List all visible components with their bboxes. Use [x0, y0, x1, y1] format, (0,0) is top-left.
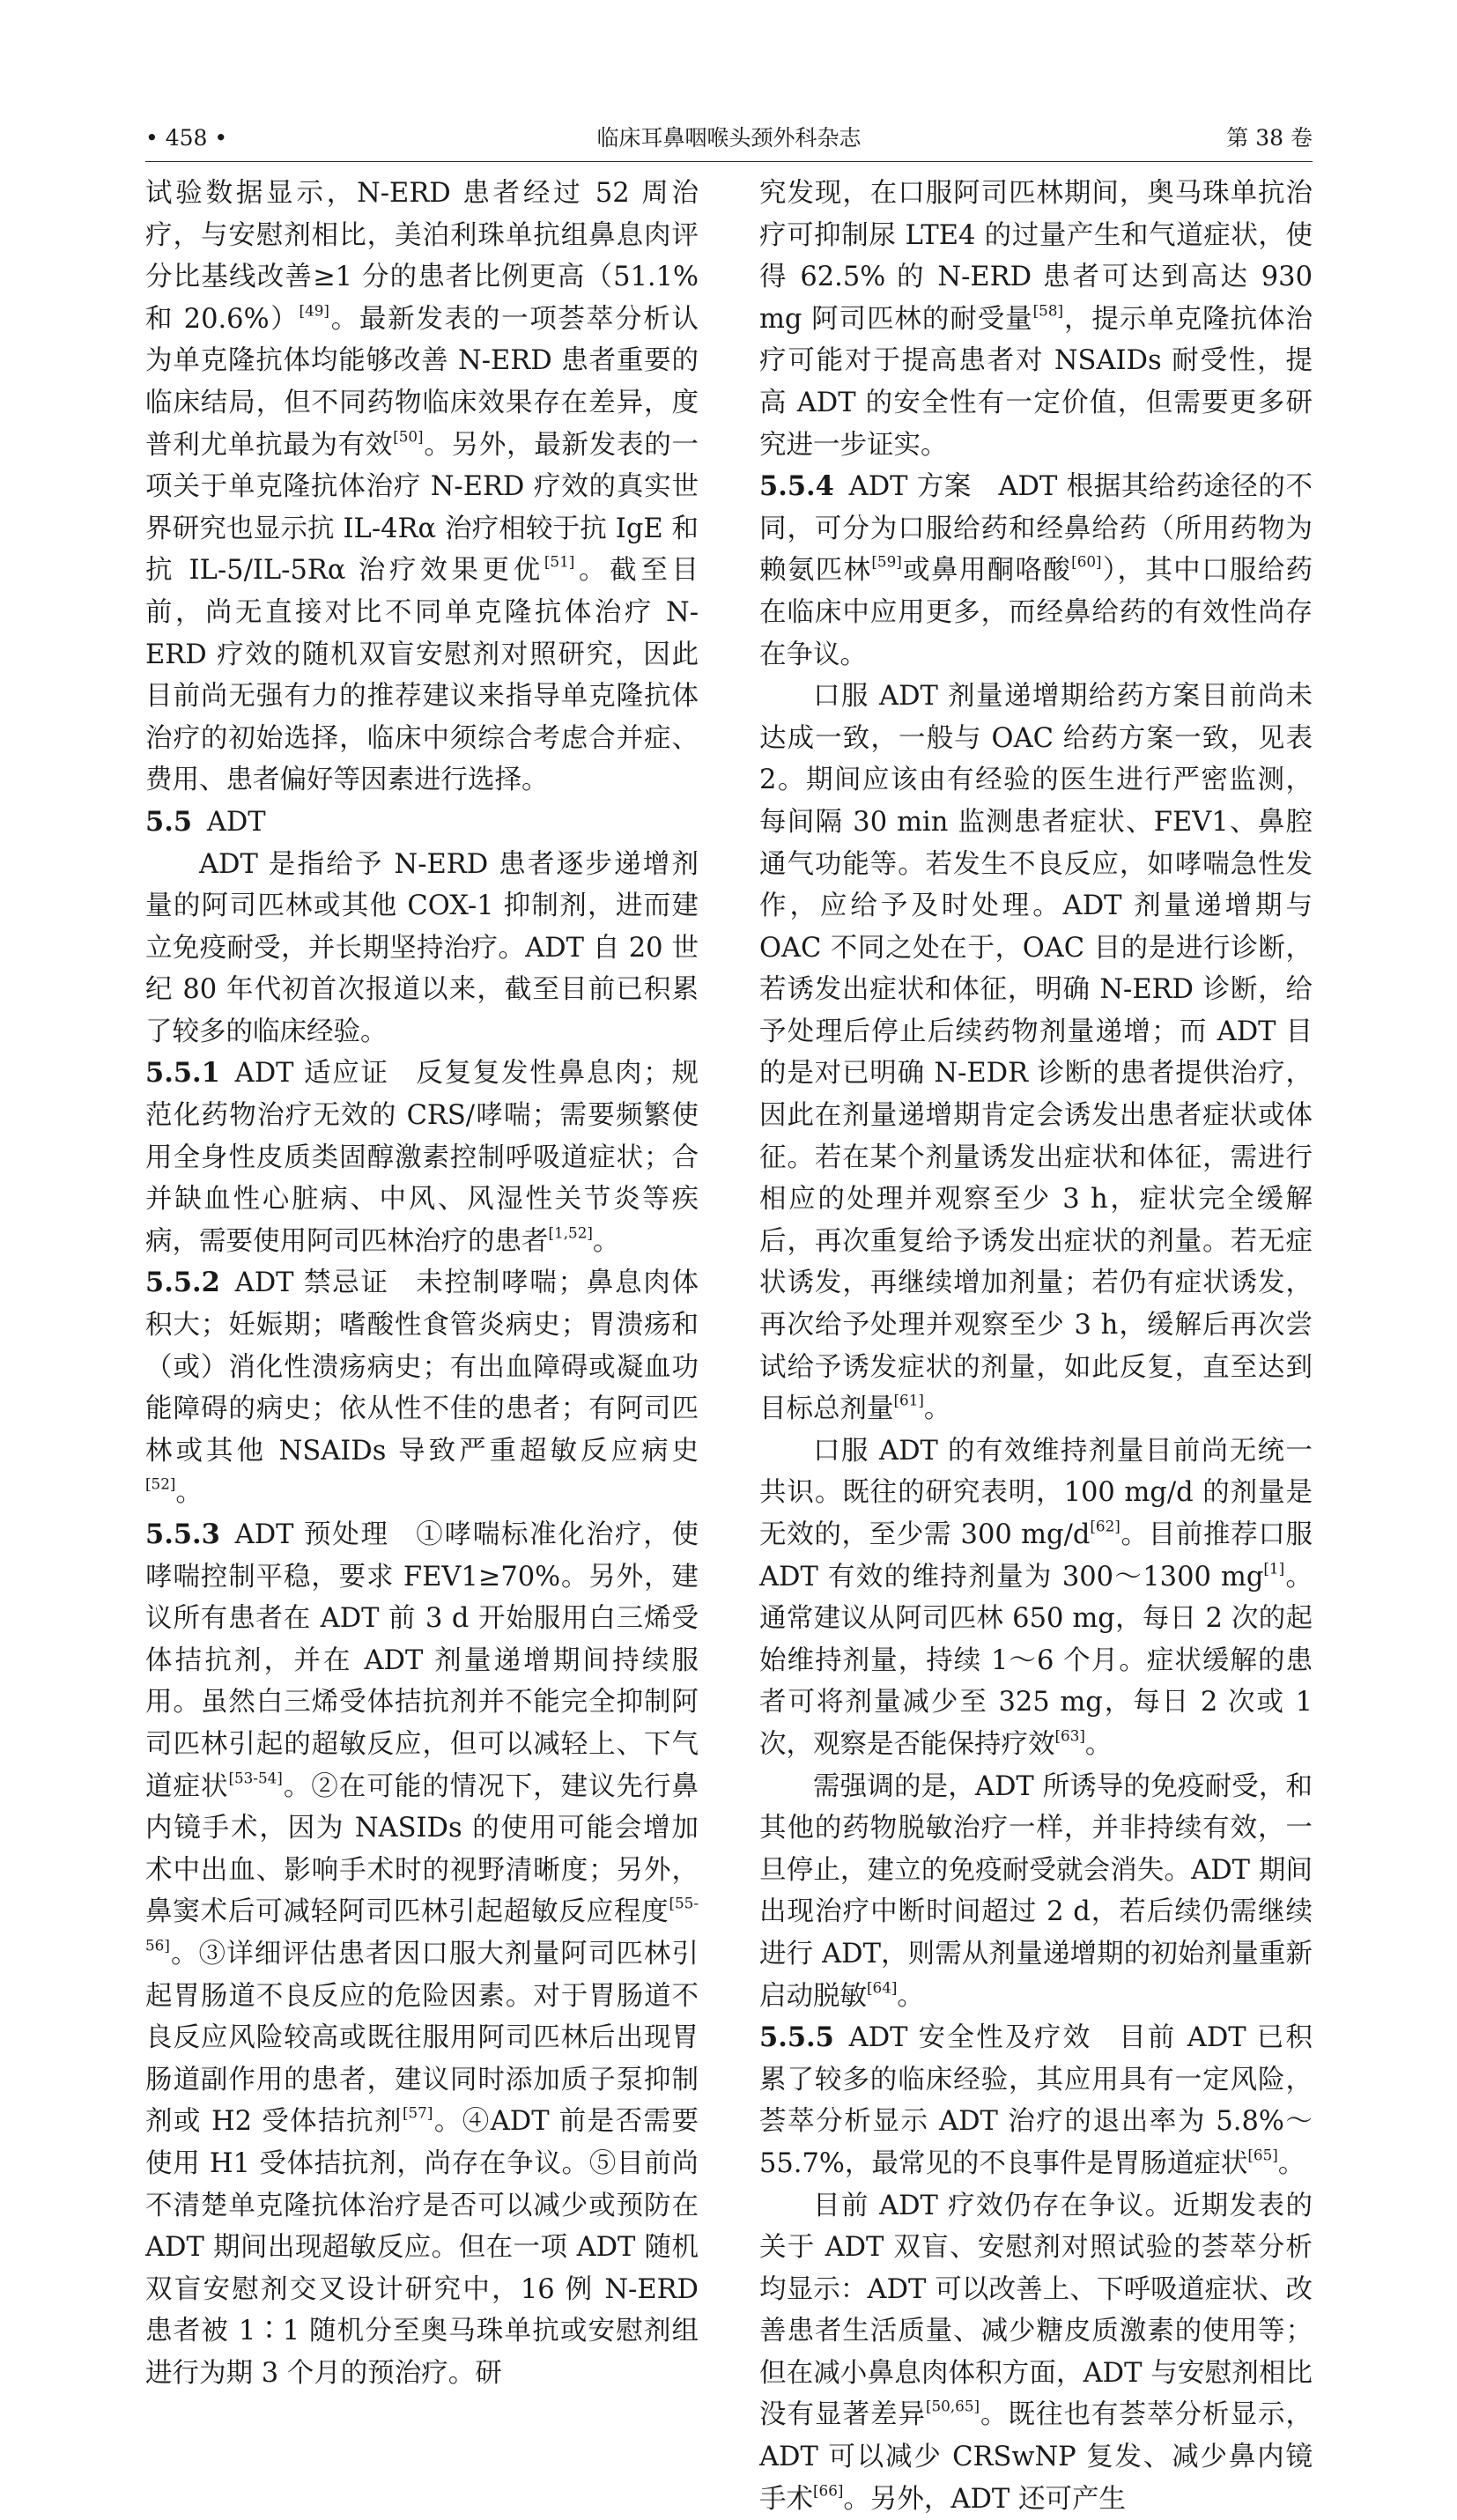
text: 。: [897, 1981, 924, 2012]
section-title: ADT 预处理: [235, 1519, 389, 1550]
left-column: [145, 173, 699, 2394]
citation: [1]: [1263, 1559, 1284, 1577]
paragraph: [759, 1430, 1313, 1766]
subsection: [145, 1514, 699, 2394]
citation: [52]: [145, 1475, 175, 1493]
text: 。: [924, 1393, 951, 1424]
volume-label: 第 38 卷: [1226, 119, 1313, 158]
running-header: [145, 119, 1313, 158]
citation: [63]: [1055, 1727, 1085, 1745]
text: 目前 ADT 疗效仍存在争议。近期发表的关于 ADT 双盲、安慰剂对照试验的荟萃分析均显示：ADT 可以改善上、下呼吸道症状、改善患者生活质量、减少糖皮质激素的使用等；但在减小鼻息肉体积方面，ADT 与安慰剂相比没有显著差异: [759, 2191, 1313, 2431]
text: 。另外，ADT 还可产生: [843, 2484, 1126, 2515]
citation: [66]: [813, 2481, 843, 2499]
section-number: 5.5.2: [145, 1267, 220, 1298]
text: 口服 ADT 剂量递增期给药方案目前尚未达成一致，一般与 OAC 给药方案一致，见表 2。期间应该由有经验的医生进行严密监测，每间隔 30 min 监测患者症状、FEV1、鼻腔通气功能等。若发生不良反应，如哮喘急性发作，应给予及时处理。ADT 剂量递增期与 OAC 不同之处在于，OAC 目的是进行诊断，若诱发出症状和体征，明确 N-ERD 诊断，给予处理后停止后续药物剂量递增；而 ADT 目的是对已明确 N-EDR 诊断的患者提供治疗，因此在剂量递增期肯定会诱发出患者症状或体征。若在某个剂量诱发出症状和体征，需进行相应的处理并观察至少 3 h，症状完全缓解后，再次重复给予诱发出症状的剂量。若无症状诱发，再继续增加剂量；若仍有症状诱发，再次给予处理并观察至少 3 h，缓解后再次尝试给予诱发症状的剂量，如此反复，直至达到目标总剂量: [759, 681, 1313, 1424]
citation: [62]: [1090, 1518, 1120, 1535]
text: 未控制哮喘；鼻息肉体积大；妊娠期；嗜酸性食管炎病史；胃溃疡和（或）消化性溃疡病史；有出血障碍或凝血功能障碍的病史；依从性不佳的患者；有阿司匹林或其他 NSAIDs 导致严重超敏反应病史: [145, 1267, 699, 1466]
text: 。: [1278, 2148, 1305, 2179]
citation: [50,65]: [926, 2398, 980, 2415]
paragraph: [759, 173, 1313, 466]
section-number: 5.5: [145, 806, 192, 838]
text: 究发现，在口服阿司匹林期间，奥马珠单抗治疗可抑制尿 LTE4 的过量产生和气道症状，使得 62.5% 的 N-ERD 患者可达到高达 930 mg 阿司匹林的耐受量: [759, 178, 1313, 335]
subsection: [759, 2017, 1313, 2184]
text: ADT 是指给予 N-ERD 患者逐步递增剂量的阿司匹林或其他 COX-1 抑制剂，进而建立免疫耐受，并长期坚持治疗。ADT 自 20 世纪 80 年代初首次报道以来，截至目前已积累了较多的临床经验。: [145, 849, 699, 1047]
text: ），其中口服给药在临床中应用更多，而经鼻给药的有效性尚存在争议。: [759, 555, 1313, 669]
citation: [1,52]: [549, 1223, 593, 1241]
text: 。②在可能的情况下，建议先行鼻内镜手术，因为 NASIDs 的使用可能会增加术中出血、影响手术时的视野清晰度；另外，鼻窦术后可减轻阿司匹林引起超敏反应程度: [145, 1771, 699, 1928]
section-title: ADT 方案: [849, 471, 972, 502]
paragraph: [759, 676, 1313, 1430]
text: ，提示单克隆抗体治疗可能对于提高患者对 NSAIDs 耐受性，提高 ADT 的安全性有一定价值，但需要更多研究进一步证实。: [759, 304, 1313, 461]
paragraph: [759, 2185, 1313, 2520]
text: 。最新发表的一项荟萃分析认为单克隆抗体均能够改善 N-ERD 患者重要的临床结局，但不同药物临床效果存在差异，度普利尤单抗最为有效: [145, 304, 699, 461]
section-heading: [145, 802, 699, 844]
section-title: ADT 安全性及疗效: [849, 2022, 1092, 2053]
subsection: [759, 466, 1313, 676]
section-number: 5.5.3: [145, 1519, 220, 1550]
text: ADT 根据其给药途径的不同，可分为口服给药和经鼻给药（所用药物为赖氨匹林: [759, 471, 1313, 586]
citation: [65]: [1247, 2147, 1277, 2164]
citation: [51]: [544, 553, 574, 571]
citation: [60]: [1071, 553, 1101, 571]
section-title: ADT 适应证: [235, 1058, 389, 1089]
subsection: [145, 1053, 699, 1262]
text: 。另外，最新发表的一项关于单克隆抗体治疗 N-ERD 疗效的真实世界研究也显示抗 IL-4Rα 治疗相较于抗 IgE 和抗 IL-5/IL-5Rα 治疗效果更优: [145, 430, 699, 587]
citation: [53-54]: [228, 1769, 282, 1786]
text: 目前 ADT 已积累了较多的临床经验，其应用具有一定风险，荟萃分析显示 ADT 治疗的退出率为 5.8%～55.7%，最常见的不良事件是胃肠道症状: [759, 2022, 1313, 2179]
section-title: ADT: [207, 807, 266, 838]
text: 口服 ADT 的有效维持剂量目前尚无统一共识。既往的研究表明，100 mg/d 的剂量是无效的，至少需 300 mg/d: [759, 1436, 1313, 1550]
text: 。: [593, 1226, 620, 1257]
section-title: ADT 禁忌证: [235, 1267, 389, 1298]
citation: [61]: [894, 1392, 924, 1409]
text: 试验数据显示，N-ERD 患者经过 52 周治疗，与安慰剂相比，美泊利珠单抗组鼻息肉评分比基线改善≥1 分的患者比例更高（51.1% 和 20.6%）: [145, 178, 699, 335]
text: 。通常建议从阿司匹林 650 mg，每日 2 次的起始维持剂量，持续 1～6 个月。症状缓解的患者可将剂量减少至 325 mg，每日 2 次或 1 次，观察是否能保持疗效: [759, 1562, 1313, 1760]
subsection: [145, 1262, 699, 1514]
text: 。目前推荐口服 ADT 有效的维持剂量为 300～1300 mg: [759, 1519, 1313, 1593]
citation: [58]: [1033, 301, 1063, 319]
citation: [50]: [393, 427, 423, 445]
citation: [57]: [403, 2104, 433, 2122]
citation: [49]: [300, 301, 329, 319]
text: 。③详细评估患者因口服大剂量阿司匹林引起胃肠道不良反应的危险因素。对于胃肠道不良反应风险较高或既往服用阿司匹林后出现胃肠道副作用的患者，建议同时添加质子泵抑制剂或 H2 受体拮抗剂: [145, 1939, 699, 2137]
paragraph: [145, 844, 699, 1053]
citation: [55-56]: [145, 1895, 699, 1955]
section-number: 5.5.5: [759, 2021, 834, 2053]
text: 反复复发性鼻息肉；规范化药物治疗无效的 CRS/哮喘；需要频繁使用全身性皮质类固醇激素控制呼吸道症状；合并缺血性心脏病、中风、风湿性关节炎等疾病，需要使用阿司匹林治疗的患者: [145, 1058, 699, 1256]
paragraph: [759, 1766, 1313, 2018]
journal-title: 临床耳鼻咽喉头颈外科杂志: [145, 119, 1313, 158]
text: 。既往也有荟萃分析显示，ADT 可以减少 CRSwNP 复发、减少鼻内镜手术: [759, 2399, 1313, 2514]
text: 。截至目前，尚无直接对比不同单克隆抗体治疗 N-ERD 疗效的随机双盲安慰剂对照研究，因此目前尚无强有力的推荐建议来指导单克隆抗体治疗的初始选择，临床中须综合考虑合并症、费用、患者偏好等因素进行选择。: [145, 555, 699, 795]
section-number: 5.5.4: [759, 470, 834, 502]
text: 。: [175, 1477, 203, 1508]
header-rule: [145, 161, 1313, 162]
citation: [59]: [871, 553, 901, 571]
text: 。: [1085, 1729, 1113, 1760]
citation: [64]: [867, 1978, 897, 1996]
right-column: [759, 173, 1313, 2520]
page-number: • 458 •: [145, 119, 227, 158]
text: 需强调的是，ADT 所诱导的免疫耐受，和其他的药物脱敏治疗一样，并非持续有效，一旦停止，建立的免疫耐受就会消失。ADT 期间出现治疗中断时间超过 2 d，若后续仍需继续进行 ADT，则需从剂量递增期的初始剂量重新启动脱敏: [759, 1771, 1313, 2012]
text: 或鼻用酮咯酸: [902, 555, 1071, 586]
text: 。④ADT 前是否需要使用 H1 受体拮抗剂，尚存在争议。⑤目前尚不清楚单克隆抗体治疗是否可以减少或预防在 ADT 期间出现超敏反应。但在一项 ADT 随机双盲安慰剂交叉设计研究中，16 例 N-ERD 患者被 1∶1 随机分至奥马珠单抗或安慰剂组进行为期 3 个月的预治疗。研: [145, 2106, 699, 2389]
section-number: 5.5.1: [145, 1057, 220, 1089]
paragraph: [145, 173, 699, 802]
text: ①哮喘标准化治疗，使哮喘控制平稳，要求 FEV1≥70%。另外，建议所有患者在 ADT 前 3 d 开始服用白三烯受体拮抗剂，并在 ADT 剂量递增期间持续服用。虽然白三烯受体拮抗剂并不能完全抑制阿司匹林引起的超敏反应，但可以减轻上、下气道症状: [145, 1519, 699, 1802]
